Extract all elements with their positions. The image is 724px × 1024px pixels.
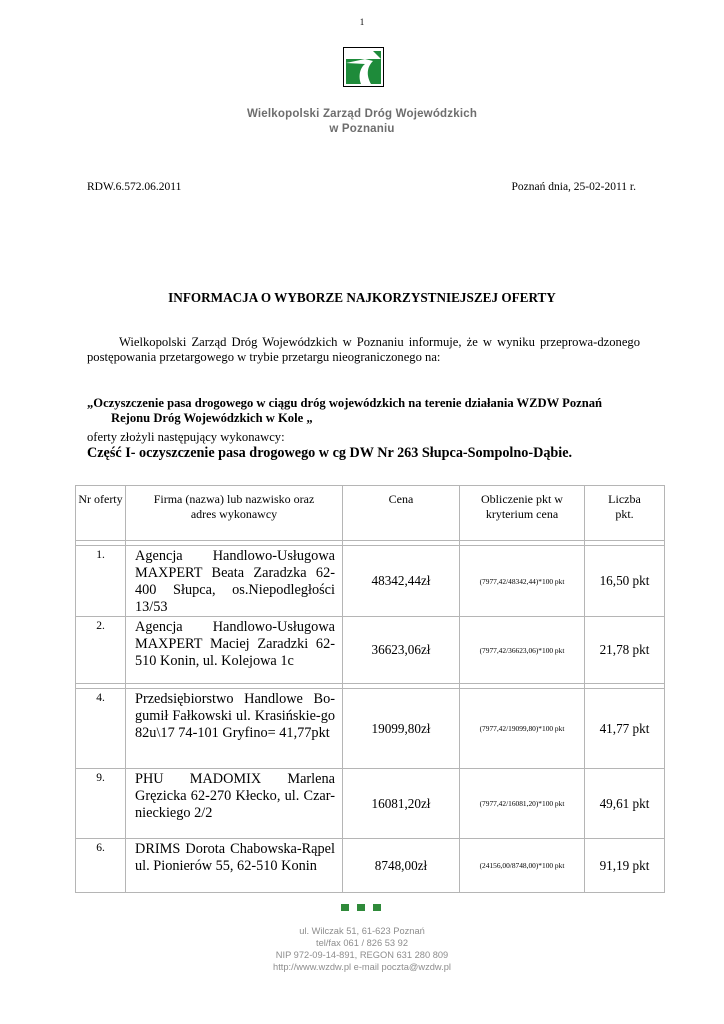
table-row: [76, 546, 665, 617]
table-row: [76, 769, 665, 839]
row-price: 16081,20zł: [343, 769, 460, 839]
row-nr: 1.: [76, 546, 126, 617]
header-points: Liczba pkt.: [585, 486, 665, 541]
green-square-icon: [373, 904, 381, 911]
row-points: 91,19 pkt: [585, 839, 665, 893]
row-points: 41,77 pkt: [585, 689, 665, 769]
tender-subject: [87, 396, 642, 426]
intro-paragraph: Wielkopolski Zarząd Dróg Wojewódzkich w Poznaniu informuje, że w wyniku przeprowa-dzonego postępowania przetargowego w trybie przetargu nieograniczonego na:: [87, 335, 640, 364]
row-calc: (7977,42/36623,06)*100 pkt: [460, 617, 585, 684]
row-points: 16,50 pkt: [585, 546, 665, 617]
subject-line-2: Rejonu Dróg Wojewódzkich w Kole „: [111, 411, 313, 425]
row-points: 21,78 pkt: [585, 617, 665, 684]
page-number: 1: [359, 17, 365, 27]
part-title: Część I- oczyszczenie pasa drogowego w cg DW Nr 263 Słupca-Sompolno-Dąbie.: [87, 445, 573, 461]
row-points: 49,61 pkt: [585, 769, 665, 839]
header-firm: Firma (nazwa) lub nazwisko oraz adres wykonawcy: [126, 486, 343, 541]
row-price: 8748,00zł: [343, 839, 460, 893]
organization-name: Wielkopolski Zarząd Dróg Wojewódzkich: [246, 108, 478, 120]
green-square-icon: [341, 904, 349, 911]
header-calc: Obliczenie pkt w kryterium cena: [460, 486, 585, 541]
header-nr: Nr oferty: [76, 486, 126, 541]
table-header-row: [76, 486, 665, 541]
organization-city: w Poznaniu: [329, 123, 395, 135]
row-calc: (7977,42/48342,44)*100 pkt: [460, 546, 585, 617]
row-nr: 9.: [76, 769, 126, 839]
wzdw-logo: [343, 47, 384, 87]
row-price: 48342,44zł: [343, 546, 460, 617]
header-price: Cena: [343, 486, 460, 541]
row-firm: PHU MADOMIX Marlena Gręzicka 62-270 Kłecko, ul. Czar-nieckiego 2/2: [126, 769, 343, 839]
table-row: [76, 689, 665, 769]
footer-web: http://www.wzdw.pl e-mail poczta@wzdw.pl: [273, 962, 451, 972]
green-square-icon: [357, 904, 365, 911]
offers-table: [75, 485, 665, 893]
footer-phone: tel/fax 061 / 826 53 92: [315, 938, 408, 948]
reference-number: RDW.6.572.06.2011: [87, 181, 182, 193]
row-calc: (24156,00/8748,00)*100 pkt: [460, 839, 585, 893]
row-firm: DRIMS Dorota Chabowska-Rąpel ul. Pionierów 55, 62-510 Konin: [126, 839, 343, 893]
footer-address: ul. Wilczak 51, 61-623 Poznań: [299, 926, 425, 936]
offers-intro: oferty złożyli następujący wykonawcy:: [87, 430, 285, 444]
row-price: 19099,80zł: [343, 689, 460, 769]
row-firm: Przedsiębiorstwo Handlowe Bo-gumił Fałkowski ul. Krasińskie-go 82u\17 74-101 Gryfino= 41,77pkt: [126, 689, 343, 769]
row-firm: Agencja Handlowo-Usługowa MAXPERT Maciej Zaradzki 62-510 Konin, ul. Kolejowa 1c: [126, 617, 343, 684]
place-date: Poznań dnia, 25-02-2011 r.: [511, 181, 636, 193]
footer-decoration: [341, 898, 381, 916]
row-nr: 4.: [76, 689, 126, 769]
table-row: [76, 617, 665, 684]
document-title: INFORMACJA O WYBORZE NAJKORZYSTNIEJSZEJ OFERTY: [168, 290, 556, 305]
table-row: [76, 839, 665, 893]
organization-header: [0, 107, 724, 137]
row-calc: (7977,42/16081,20)*100 pkt: [460, 769, 585, 839]
row-price: 36623,06zł: [343, 617, 460, 684]
subject-line-1: „Oczyszczenie pasa drogowego w ciągu dróg wojewódzkich na terenie działania WZDW Poznań: [87, 396, 603, 410]
row-calc: (7977,42/19099,80)*100 pkt: [460, 689, 585, 769]
row-nr: 2.: [76, 617, 126, 684]
row-firm: Agencja Handlowo-Usługowa MAXPERT Beata Zaradzka 62-400 Słupca, os.Niepodległości 13/53: [126, 546, 343, 617]
footer-contact: [0, 925, 724, 973]
footer-ids: NIP 972-09-14-891, REGON 631 280 809: [275, 950, 449, 960]
row-nr: 6.: [76, 839, 126, 893]
